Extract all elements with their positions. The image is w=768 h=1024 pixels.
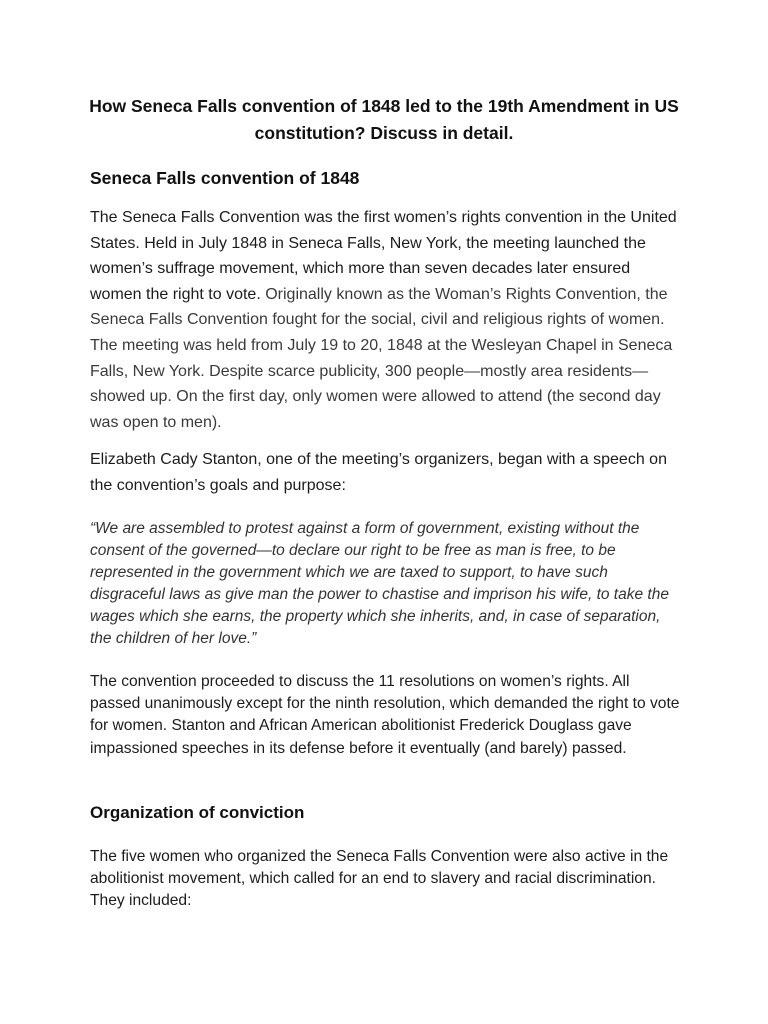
- paragraph-convention-intro-part1: The Seneca Falls Convention was the first women’s rights convention in the United States. Held in July 1848 in Seneca Falls, New York, the meeting launched the women’s suffrage movement, which more than seven decades later ensured women the right to vote.: [90, 209, 677, 303]
- document-title: How Seneca Falls convention of 1848 led to the 19th Amendment in US constitution? Discuss in detail.: [89, 96, 679, 143]
- section-heading-seneca-falls: Seneca Falls convention of 1848: [90, 168, 360, 188]
- paragraph-stanton-speech: Elizabeth Cady Stanton, one of the meeting’s organizers, began with a speech on the convention’s goals and purpose:: [90, 451, 667, 494]
- stanton-quote: “We are assembled to protest against a form of government, existing without the consent of the governed—to declare our right to be free as man is free, to be represented in the government which we are taxed to support, to have such disgraceful laws as give man the power to chastise and imprison his wife, to take the wages which she earns, the property which she inherits, and, in case of separation, the children of her love.”: [90, 520, 669, 647]
- paragraph-organizers: The five women who organized the Seneca Falls Convention were also active in the abolitionist movement, which called for an end to slavery and racial discrimination. They included:: [90, 848, 669, 910]
- section-heading-organization: Organization of conviction: [90, 803, 305, 822]
- paragraph-resolutions: The convention proceeded to discuss the 11 resolutions on women’s rights. All passed unanimously except for the ninth resolution, which demanded the right to vote for women. Stanton and African American abolitionist Frederick Douglass gave impassioned speeches in its defense before it eventually (and barely) passed.: [90, 673, 680, 757]
- paragraph-convention-intro-part2: Originally known as the Woman’s Rights Convention, the Seneca Falls Convention fought for the social, civil and religious rights of women. The meeting was held from July 19 to 20, 1848 at the Wesleyan Chapel in Seneca Falls, New York. Despite scarce publicity, 300 people—mostly area residents—showed up. On the first day, only women were allowed to attend (the second day was open to men).: [90, 285, 673, 431]
- paragraph-convention-intro: [90, 205, 680, 435]
